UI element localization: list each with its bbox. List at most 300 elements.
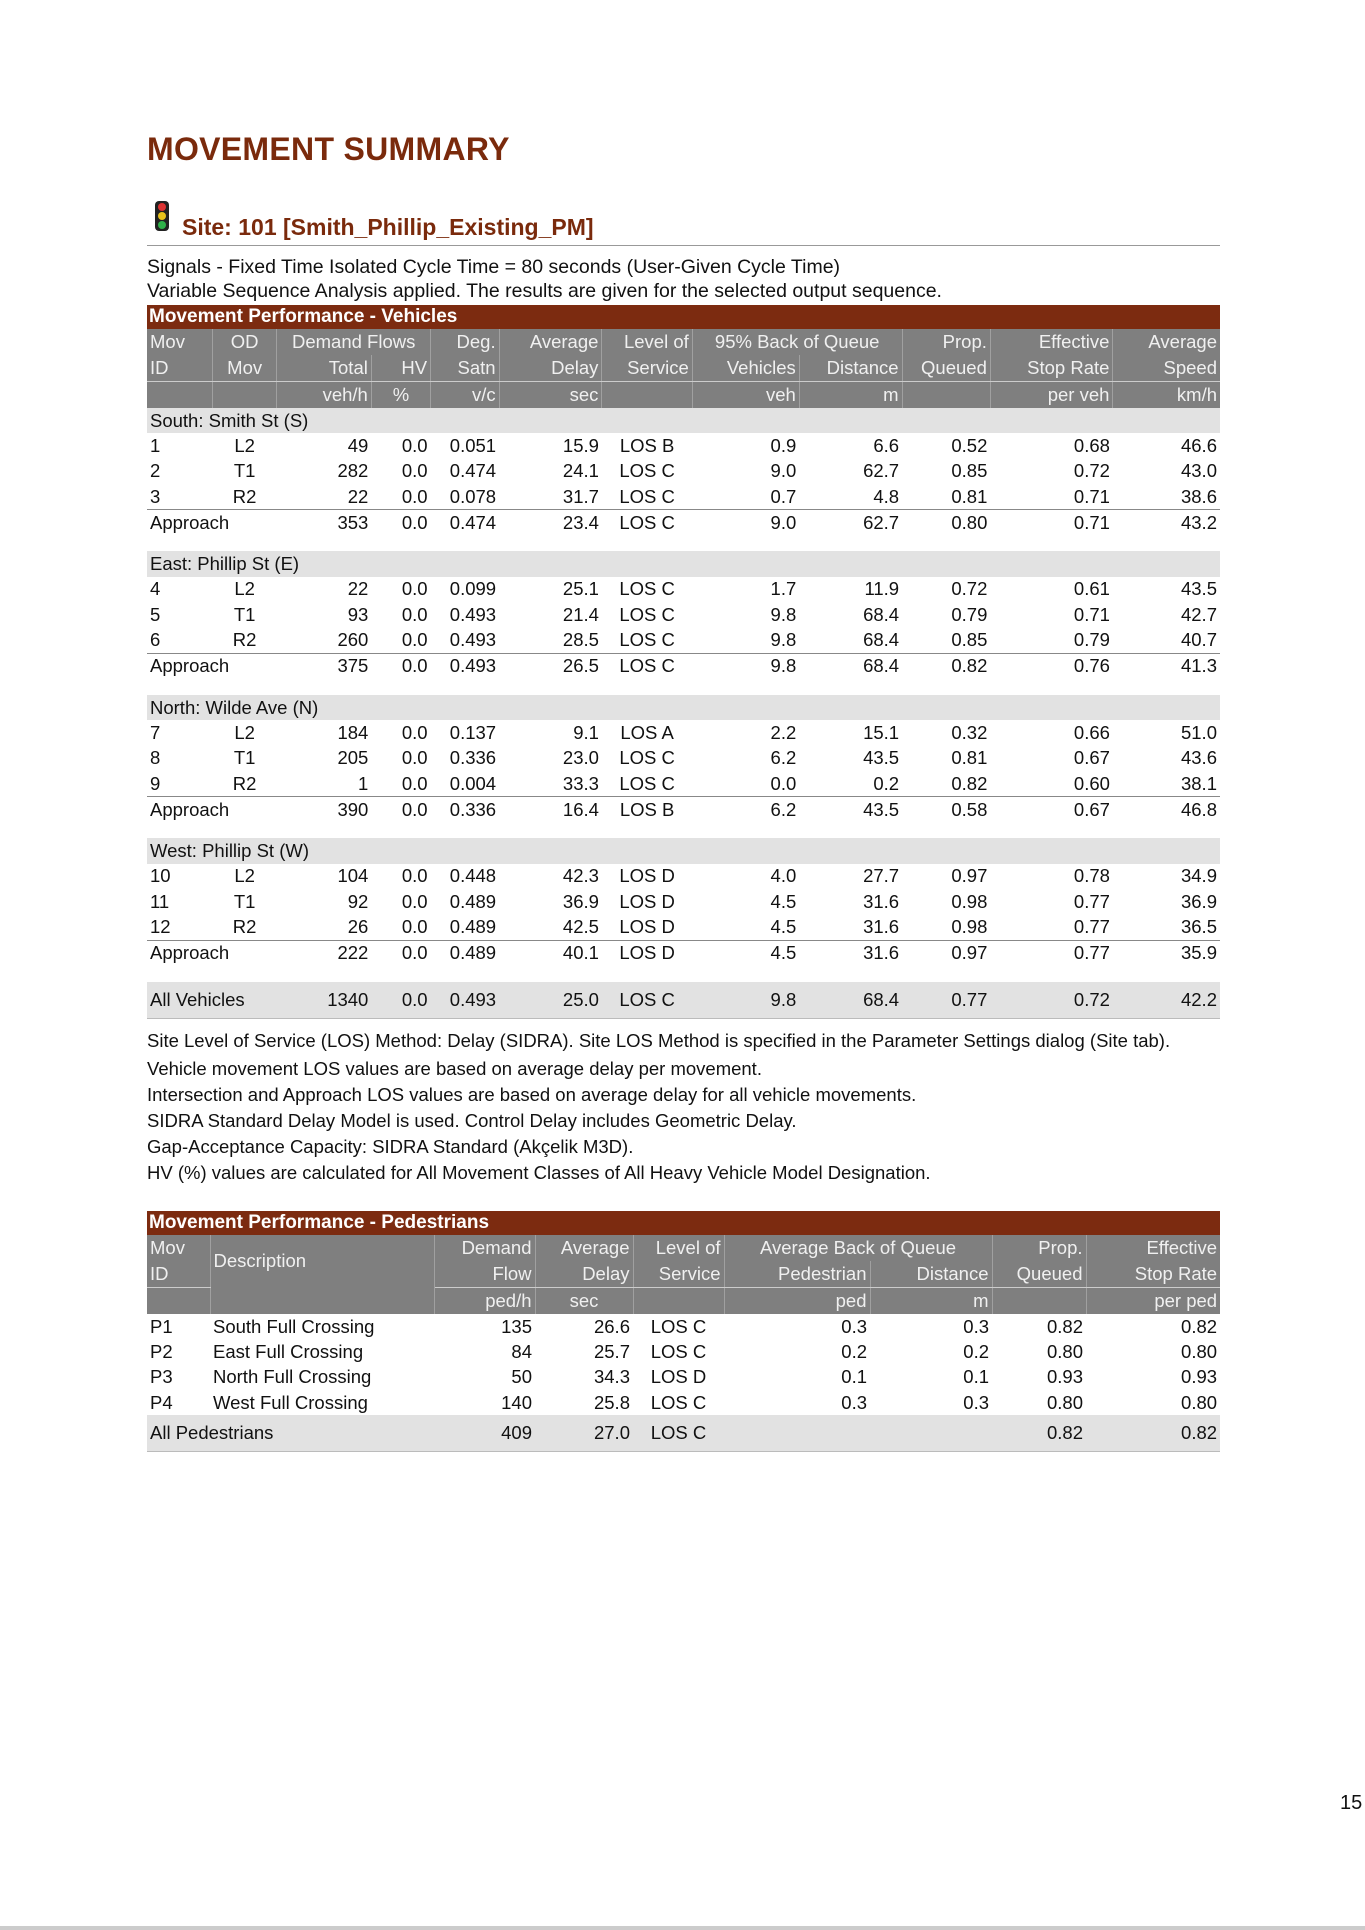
table-cell: 27.7 [863,865,900,887]
col-header: Effective [990,329,1113,355]
table-cell: East Full Crossing [213,1340,364,1362]
table-cell: 0.0 [401,485,428,507]
table-cell: 390 [277,797,372,823]
table-cell: LOS C [619,485,675,507]
table-row [147,1314,1220,1339]
table-cell: 26.6 [593,1315,630,1337]
table-cell: 0.78 [1073,865,1110,887]
table-cell: 25.8 [593,1391,630,1413]
table-cell: 25.0 [499,982,602,1019]
table-cell: 0.60 [1073,772,1110,794]
table-cell: 1.7 [770,578,797,600]
table-cell: 9.1 [573,721,599,743]
table-cell: 43.2 [1113,510,1220,536]
table-cell: 0.72 [990,982,1113,1019]
table-cell: 68.4 [863,603,900,625]
all-pedestrians-row [147,1415,1220,1452]
table-cell: 0.76 [990,653,1113,679]
table-row [147,771,1220,797]
table-cell: P2 [150,1340,173,1362]
table-cell: 21.4 [562,603,599,625]
table-cell: 0.3 [963,1391,989,1413]
col-header: Prop. [902,329,990,355]
table-cell: 0.493 [449,629,497,651]
approach-label: Approach [147,510,277,536]
table-cell: 4.5 [770,915,797,937]
col-header: Prop. [992,1235,1086,1261]
table-cell: 0.0 [401,772,428,794]
table-cell: 40.7 [1180,629,1217,651]
table-cell: 42.7 [1180,603,1217,625]
table-cell: 36.5 [1180,915,1217,937]
table-row [147,577,1220,602]
approach-group-label: West: Phillip St (W) [147,838,1220,863]
table-cell: 0.0 [401,747,428,769]
col-header: 95% Back of Queue [692,329,902,355]
table-cell: 51.0 [1180,721,1217,743]
table-cell: 0.0 [371,510,430,536]
table-cell: 46.6 [1180,434,1217,456]
table-cell: LOS B [619,434,675,456]
table-cell: 0.79 [951,603,988,625]
table-cell: 0.489 [449,890,497,912]
table-cell: 0.137 [449,721,497,743]
table-cell: L2 [234,434,255,456]
table-cell: R2 [232,915,257,937]
table-cell: 62.7 [799,510,902,536]
table-cell: North Full Crossing [213,1366,372,1388]
table-cell: 4.5 [770,890,797,912]
col-header: Demand [434,1235,535,1261]
table-cell: 140 [501,1391,532,1413]
table-cell: 43.5 [863,747,900,769]
col-header: Service [633,1261,724,1288]
table-cell: 0.71 [990,510,1113,536]
table-cell: LOS D [650,1366,707,1388]
table-title: Movement Performance - Vehicles [147,305,1220,329]
table-cell: 25.7 [593,1340,630,1362]
table-cell: 0.82 [1046,1315,1083,1337]
table-cell: West Full Crossing [213,1391,368,1413]
table-cell: 0.97 [902,940,990,966]
unit-label: per veh [990,382,1113,409]
table-row [147,889,1220,914]
table-row [147,433,1220,458]
table-cell: 22 [347,578,369,600]
col-header: OD [212,329,276,355]
table-cell: LOS C [602,510,692,536]
col-header: Flow [434,1261,535,1288]
table-cell: 0.72 [1073,460,1110,482]
col-header: ID [147,355,212,382]
table-cell: 0.68 [1073,434,1110,456]
col-header: Level of [633,1235,724,1261]
table-cell: 0.493 [449,603,497,625]
table-cell: 0.82 [1181,1315,1218,1337]
table-cell: 0.80 [1046,1340,1083,1362]
col-header: HV [371,355,430,382]
col-header: Average Back of Queue [724,1235,992,1261]
table-cell: 0.0 [401,890,428,912]
table-cell: 0.493 [431,982,500,1019]
approach-group-row [147,695,1220,720]
col-header: Total [277,355,372,382]
col-header: Speed [1113,355,1220,382]
unit-label: ped/h [434,1288,535,1315]
table-cell: 9.8 [770,629,797,651]
page-number: 15 [1340,1792,1363,1814]
table-cell: 375 [277,653,372,679]
approach-group-label: East: Phillip St (E) [147,551,1220,576]
table-cell: 0.1 [841,1366,867,1388]
table-cell: 0.77 [902,982,990,1019]
unit-label: per ped [1086,1288,1220,1315]
col-header: Mov [147,329,212,355]
note: Gap-Acceptance Capacity: SIDRA Standard (Akçelik M3D). [147,1136,634,1157]
table-cell: 9.8 [770,603,797,625]
col-header: Stop Rate [1086,1261,1220,1288]
table-cell: 9.0 [692,510,799,536]
table-cell: 0.7 [770,485,797,507]
table-cell: P4 [150,1391,173,1413]
table-row [147,484,1220,510]
table-cell: 7 [150,721,161,743]
table-cell: LOS D [619,890,675,912]
table-cell: 0.80 [1181,1340,1218,1362]
table-row [147,627,1220,653]
table-cell: 6.6 [873,434,900,456]
table-cell: 68.4 [799,982,902,1019]
table-cell: 84 [511,1340,532,1362]
table-cell: 0.77 [1073,915,1110,937]
table-cell: 4.5 [692,940,799,966]
approach-group-label: South: Smith St (S) [147,408,1220,433]
table-cell: 0.61 [1073,578,1110,600]
table-cell: 0.82 [992,1415,1086,1452]
table-cell: 0.099 [449,578,497,600]
table-cell: 46.8 [1113,797,1220,823]
table-cell: 0.0 [371,982,430,1019]
table-cell: 22 [347,485,369,507]
table-cell: 9 [150,772,161,794]
col-header: Satn [431,355,500,382]
table-cell: 16.4 [499,797,602,823]
table-cell: 0.0 [770,772,797,794]
table-cell: 4.8 [873,485,900,507]
table-cell: 0.32 [951,721,988,743]
table-cell: 0.3 [841,1391,867,1413]
col-header: Deg. [431,329,500,355]
site-header [147,201,1220,246]
table-cell: 0.0 [401,629,428,651]
table-cell: 0.0 [401,434,428,456]
table-cell: 0.489 [449,915,497,937]
table-cell: 0.078 [449,485,497,507]
approach-label: Approach [147,940,277,966]
approach-row [147,797,1220,823]
table-cell: 28.5 [562,629,599,651]
table-cell: 34.3 [593,1366,630,1388]
table-cell: 0.0 [401,721,428,743]
table-cell: P1 [150,1315,173,1337]
unit-label: m [799,382,902,409]
table-cell: 11 [150,890,170,912]
approach-group-row [147,551,1220,576]
table-cell: 0.85 [951,629,988,651]
approach-row [147,940,1220,966]
table-cell: 0.71 [1073,603,1110,625]
table-cell: P3 [150,1366,173,1388]
table-cell: 1 [358,772,369,794]
table-cell: 0.448 [449,865,497,887]
col-header: Average [1113,329,1220,355]
table-cell: 31.6 [863,915,900,937]
table-cell: 1340 [277,982,372,1019]
table-cell: 260 [337,629,369,651]
table-cell: 0.80 [902,510,990,536]
table-cell: 0.474 [449,460,497,482]
table-cell: 0.81 [951,747,988,769]
table-cell: 0.77 [1073,890,1110,912]
table-cell: 6.2 [692,797,799,823]
table-cell: L2 [234,865,255,887]
table-row [147,602,1220,627]
table-cell: 0.97 [951,865,988,887]
table-cell: 38.1 [1180,772,1217,794]
note: Intersection and Approach LOS values are based on average delay for all vehicle movements. [147,1084,917,1105]
table-cell: 8 [150,747,161,769]
note: Vehicle movement LOS values are based on average delay per movement. [147,1058,762,1079]
table-row [147,720,1220,745]
table-cell: 353 [277,510,372,536]
table-cell: T1 [233,603,256,625]
table-cell: L2 [234,721,255,743]
table-cell: 38.6 [1180,485,1217,507]
table-cell: 0.98 [951,915,988,937]
table-cell: 23.0 [562,747,599,769]
table-cell: 27.0 [535,1415,633,1452]
table-cell: 0.58 [902,797,990,823]
col-header: ID [147,1261,210,1288]
table-cell: 0.66 [1073,721,1110,743]
table-cell: 33.3 [562,772,599,794]
table-cell: 0.336 [431,797,500,823]
table-cell: 104 [337,865,369,887]
table-cell: 135 [501,1315,532,1337]
table-cell: 12 [150,915,171,937]
pedestrians-table [147,1211,1220,1452]
table-cell: 0.2 [873,772,900,794]
table-row [147,1339,1220,1364]
table-cell: 6 [150,629,161,651]
table-cell: 24.1 [562,460,599,482]
page-bottom-divider [0,1926,1365,1930]
table-cell: 0.0 [401,578,428,600]
unit-label: veh [692,382,799,409]
col-header: Mov [147,1235,210,1261]
table-cell: 68.4 [863,629,900,651]
approach-group-label: North: Wilde Ave (N) [147,695,1220,720]
table-cell: 205 [337,747,369,769]
approach-group-row [147,838,1220,863]
col-header: Pedestrian [724,1261,870,1288]
table-cell: 42.5 [562,915,599,937]
col-header: Vehicles [692,355,799,382]
table-cell: 9.8 [692,982,799,1019]
col-header: Effective [1086,1235,1220,1261]
table-cell: 0.051 [449,434,497,456]
table-cell: 0.489 [431,940,500,966]
table-row [147,1365,1220,1390]
table-cell: 43.6 [1180,747,1217,769]
table-cell: 10 [150,865,171,887]
col-header: Average [499,329,602,355]
table-cell: 0.72 [951,578,988,600]
approach-label: Approach [147,653,277,679]
table-cell: 11.9 [864,578,900,600]
table-cell: 0.85 [951,460,988,482]
col-header: Mov [212,355,276,382]
table-cell: LOS C [650,1315,707,1337]
col-header: Description [210,1235,434,1288]
unit-label: % [371,382,430,409]
table-row [147,459,1220,484]
table-cell: 31.7 [562,485,599,507]
table-cell: 26.5 [499,653,602,679]
table-cell: 0.79 [1073,629,1110,651]
table-cell: 0.98 [951,890,988,912]
col-header: Stop Rate [990,355,1113,382]
col-header: Distance [870,1261,992,1288]
table-cell: 0.82 [951,772,988,794]
table-cell: LOS A [620,721,674,743]
table-cell: LOS C [602,653,692,679]
table-cell: 0.81 [951,485,988,507]
unit-label: km/h [1113,382,1220,409]
unit-label: veh/h [277,382,372,409]
table-cell: 0.0 [371,653,430,679]
table-cell: LOS C [619,747,675,769]
table-cell: 0.1 [963,1366,989,1388]
table-cell: LOS C [619,578,675,600]
page-title: MOVEMENT SUMMARY [147,131,510,167]
table-row [147,746,1220,771]
table-row [147,864,1220,889]
table-title: Movement Performance - Pedestrians [147,1211,1220,1235]
table-cell: 40.1 [499,940,602,966]
intro-line: Signals - Fixed Time Isolated Cycle Time = 80 seconds (User-Given Cycle Time) [147,256,841,278]
table-cell: 6.2 [770,747,797,769]
table-cell: 43.0 [1180,460,1217,482]
table-cell: 25.1 [562,578,599,600]
approach-row [147,510,1220,536]
total-label: All Vehicles [147,982,277,1019]
table-cell: 222 [277,940,372,966]
table-cell: LOS C [619,603,675,625]
table-cell: 15.9 [562,434,599,456]
table-cell: LOS D [619,915,675,937]
unit-label: sec [499,382,602,409]
table-cell: 0.0 [371,940,430,966]
table-cell: 43.5 [1180,578,1217,600]
table-cell: 36.9 [562,890,599,912]
site-title: Site: 101 [Smith_Phillip_Existing_PM] [182,214,594,240]
table-cell: 62.7 [863,460,900,482]
table-cell: 9.0 [770,460,797,482]
col-header: Delay [535,1261,633,1288]
table-cell: 26 [347,915,369,937]
table-cell: 31.6 [799,940,902,966]
table-cell: 68.4 [799,653,902,679]
col-header: Distance [799,355,902,382]
col-header: Level of [602,329,692,355]
table-cell: LOS C [619,629,675,651]
intro-text [147,255,942,303]
table-cell: 5 [150,603,161,625]
table-cell: 23.4 [499,510,602,536]
table-cell: 0.004 [449,772,497,794]
table-cell: LOS D [619,865,675,887]
notes [147,1030,1220,1186]
table-cell: LOS C [619,772,675,794]
table-cell: LOS C [633,1415,724,1452]
table-cell: 0.0 [371,797,430,823]
table-cell: T1 [233,747,256,769]
col-header: Demand Flows [277,329,431,355]
table-cell: 36.9 [1180,890,1217,912]
approach-row [147,653,1220,679]
table-cell: 0.3 [963,1315,989,1337]
col-header: Queued [902,355,990,382]
table-cell: 0.82 [902,653,990,679]
table-cell: 49 [347,434,369,456]
table-cell: 0.93 [1181,1366,1218,1388]
table-row [147,1390,1220,1415]
table-cell: 4.0 [770,865,797,887]
table-cell: 34.9 [1180,865,1217,887]
approach-group-row [147,408,1220,433]
table-cell: 42.3 [562,865,599,887]
table-cell: 50 [511,1366,532,1388]
table-cell: 1 [150,434,161,456]
table-cell: 0.0 [401,460,428,482]
table-cell: 9.8 [692,653,799,679]
unit-label: sec [535,1288,633,1315]
table-cell: 0.2 [963,1340,989,1362]
vehicles-table [147,305,1220,1019]
table-cell: LOS B [602,797,692,823]
traffic-signal-icon [155,201,169,231]
table-cell: 43.5 [799,797,902,823]
approach-label: Approach [147,797,277,823]
table-cell: 93 [347,603,369,625]
table-cell: LOS C [619,460,675,482]
col-header: Delay [499,355,602,382]
table-cell: 92 [347,890,369,912]
col-header: Service [602,355,692,382]
table-cell: LOS C [650,1391,707,1413]
table-cell: 0.3 [841,1315,867,1337]
table-cell: 282 [337,460,369,482]
table-cell: 0.80 [1181,1391,1218,1413]
table-cell: T1 [233,890,256,912]
note: SIDRA Standard Delay Model is used. Control Delay includes Geometric Delay. [147,1110,797,1131]
table-cell: 0.67 [990,797,1113,823]
table-cell: 31.6 [863,890,900,912]
table-cell: 0.67 [1073,747,1110,769]
table-cell: 0.9 [770,434,797,456]
table-cell: 184 [337,721,369,743]
